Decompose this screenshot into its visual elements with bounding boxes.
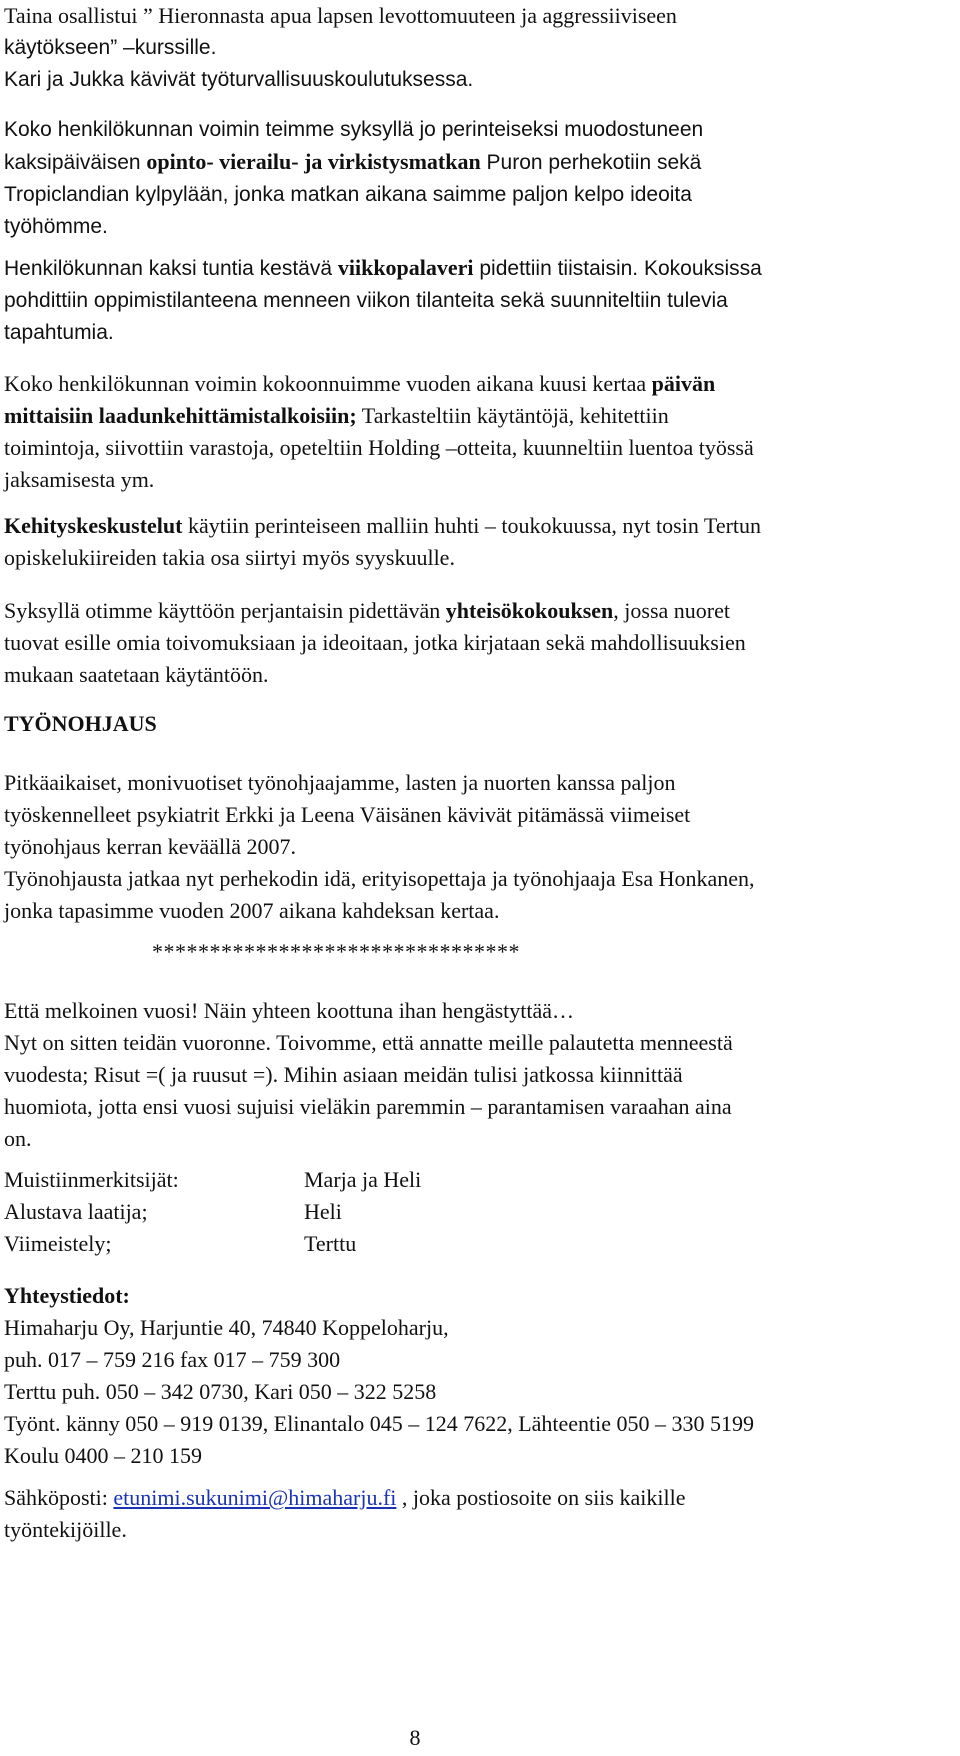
text-line: tapahtumia. [4, 321, 114, 344]
closing-paragraph [4, 995, 954, 1155]
bold-term: Kehityskeskustelut [4, 513, 183, 538]
text-line: Koulu 0400 – 210 159 [4, 1443, 202, 1468]
text-line: Nyt on sitten teidän vuoronne. Toivomme, että annatte meille palautetta menneestä [4, 1030, 733, 1055]
bold-term: päivän [651, 371, 716, 396]
text-line: Kari ja Jukka kävivät työturvallisuuskoulutuksessa. [4, 68, 474, 91]
text-line: Taina osallistui ” Hieronnasta apua lapsen levottomuuteen ja aggressiiviseen [4, 3, 677, 28]
text-line: kaksipäiväisen opinto- vierailu- ja virkistysmatkan Puron perhekotiin sekä [4, 149, 702, 174]
text-line: opiskelukiireiden takia osa siirtyi myös syyskuulle. [4, 545, 455, 570]
text-line: tuovat esille omia toivomuksiaan ja ideoitaan, jotka kirjataan sekä mahdollisuuksien [4, 630, 746, 655]
text-line: Kehityskeskustelut käytiin perinteiseen malliin huhti – toukokuussa, nyt tosin Tertun [4, 513, 762, 538]
text-line: Työnt. känny 050 – 919 0139, Elinantalo 045 – 124 7622, Lähteentie 050 – 330 5199 [4, 1411, 755, 1436]
supervision-paragraph [4, 767, 954, 927]
text-line: on. [4, 1126, 32, 1151]
credit-label: Muistiinmerkitsijät: [4, 1167, 179, 1192]
quality-paragraph [4, 368, 954, 496]
text-line: mittaisiin laadunkehittämistalkoisiin; Tarkasteltiin käytäntöjä, kehitettiin [4, 403, 669, 428]
trip-paragraph [4, 114, 954, 243]
bold-term: opinto- vierailu- ja virkistysmatkan [146, 149, 481, 174]
credit-row [4, 1196, 954, 1228]
credit-row [4, 1228, 954, 1260]
text-line: Pitkäaikaiset, monivuotiset työnohjaajamme, lasten ja nuorten kanssa paljon [4, 770, 676, 795]
text-line: työhömme. [4, 215, 108, 238]
email-link[interactable]: etunimi.sukunimi@himaharju.fi [113, 1485, 397, 1510]
text-line: toimintoja, siivottiin varastoja, opeteltiin Holding –otteita, kuunneltiin luentoa työssä [4, 435, 754, 460]
text-line: Himaharju Oy, Harjuntie 40, 74840 Koppeloharju, [4, 1315, 449, 1340]
text-line: Henkilökunnan kaksi tuntia kestävä viikkopalaveri pidettiin tiistaisin. Kokouksissa [4, 255, 762, 280]
text-line: mukaan saatetaan käytäntöön. [4, 662, 269, 687]
contact-heading: Yhteystiedot: [4, 1283, 130, 1308]
text-line: käytökseen” –kurssille. [4, 36, 217, 59]
credit-value: Marja ja Heli [304, 1167, 422, 1192]
contact-section [4, 1280, 954, 1472]
text-line: pohdittiin oppimistilanteena menneen viikon tilanteita sekä suunniteltiin tulevia [4, 289, 728, 312]
text-line: Koko henkilökunnan voimin teimme syksyllä jo perinteiseksi muodostuneen [4, 118, 704, 141]
email-paragraph [4, 1482, 954, 1546]
text-line: Tropiclandian kylpylään, jonka matkan aikana saimme paljon kelpo ideoita [4, 183, 692, 206]
text-line: työskennelleet psykiatrit Erkki ja Leena Väisänen kävivät pitämässä viimeiset [4, 802, 691, 827]
text-line: Koko henkilökunnan voimin kokoonnuimme vuoden aikana kuusi kertaa päivän [4, 371, 716, 396]
text-line: vuodesta; Risut =( ja ruusut =). Mihin asiaan meidän tulisi jatkossa kiinnittää [4, 1062, 683, 1087]
development-paragraph [4, 510, 954, 574]
text-line: jonka tapasimme vuoden 2007 aikana kahdeksan kertaa. [4, 898, 500, 923]
text-line: jaksamisesta ym. [4, 467, 155, 492]
credit-label: Viimeistely; [4, 1231, 112, 1256]
section-heading: TYÖNOHJAUS [4, 711, 157, 736]
credits-list [4, 1164, 954, 1260]
text-line: Työnohjausta jatkaa nyt perhekodin idä, erityisopettaja ja työnohjaaja Esa Honkanen, [4, 866, 755, 891]
text-line: huomiota, jotta ensi vuosi sujuisi vieläkin paremmin – parantamisen varaahan aina [4, 1094, 732, 1119]
text-line: Syksyllä otimme käyttöön perjantaisin pidettävän yhteisökokouksen, jossa nuoret [4, 598, 730, 623]
meeting-paragraph [4, 252, 954, 349]
bold-term: yhteisökokouksen [445, 598, 614, 623]
bold-term: mittaisiin laadunkehittämistalkoisiin; [4, 403, 357, 428]
text-line: työntekijöille. [4, 1517, 127, 1542]
credit-row [4, 1164, 954, 1196]
text-line: Että melkoinen vuosi! Näin yhteen koottuna ihan hengästyttää… [4, 998, 575, 1023]
community-paragraph [4, 595, 954, 691]
credit-value: Terttu [304, 1231, 357, 1256]
page-number: 8 [409, 1725, 421, 1750]
text-line: puh. 017 – 759 216 fax 017 – 759 300 [4, 1347, 341, 1372]
credit-label: Alustava laatija; [4, 1199, 148, 1224]
separator-stars: ******************************** [152, 939, 520, 964]
text-line: työnohjaus kerran keväällä 2007. [4, 834, 297, 859]
text-line: Sähköposti: etunimi.sukunimi@himaharju.fi , joka postiosoite on siis kaikille [4, 1485, 686, 1510]
text-line: Terttu puh. 050 – 342 0730, Kari 050 – 322 5258 [4, 1379, 437, 1404]
intro-paragraph [4, 0, 954, 96]
bold-term: viikkopalaveri [337, 255, 474, 280]
credit-value: Heli [304, 1199, 342, 1224]
